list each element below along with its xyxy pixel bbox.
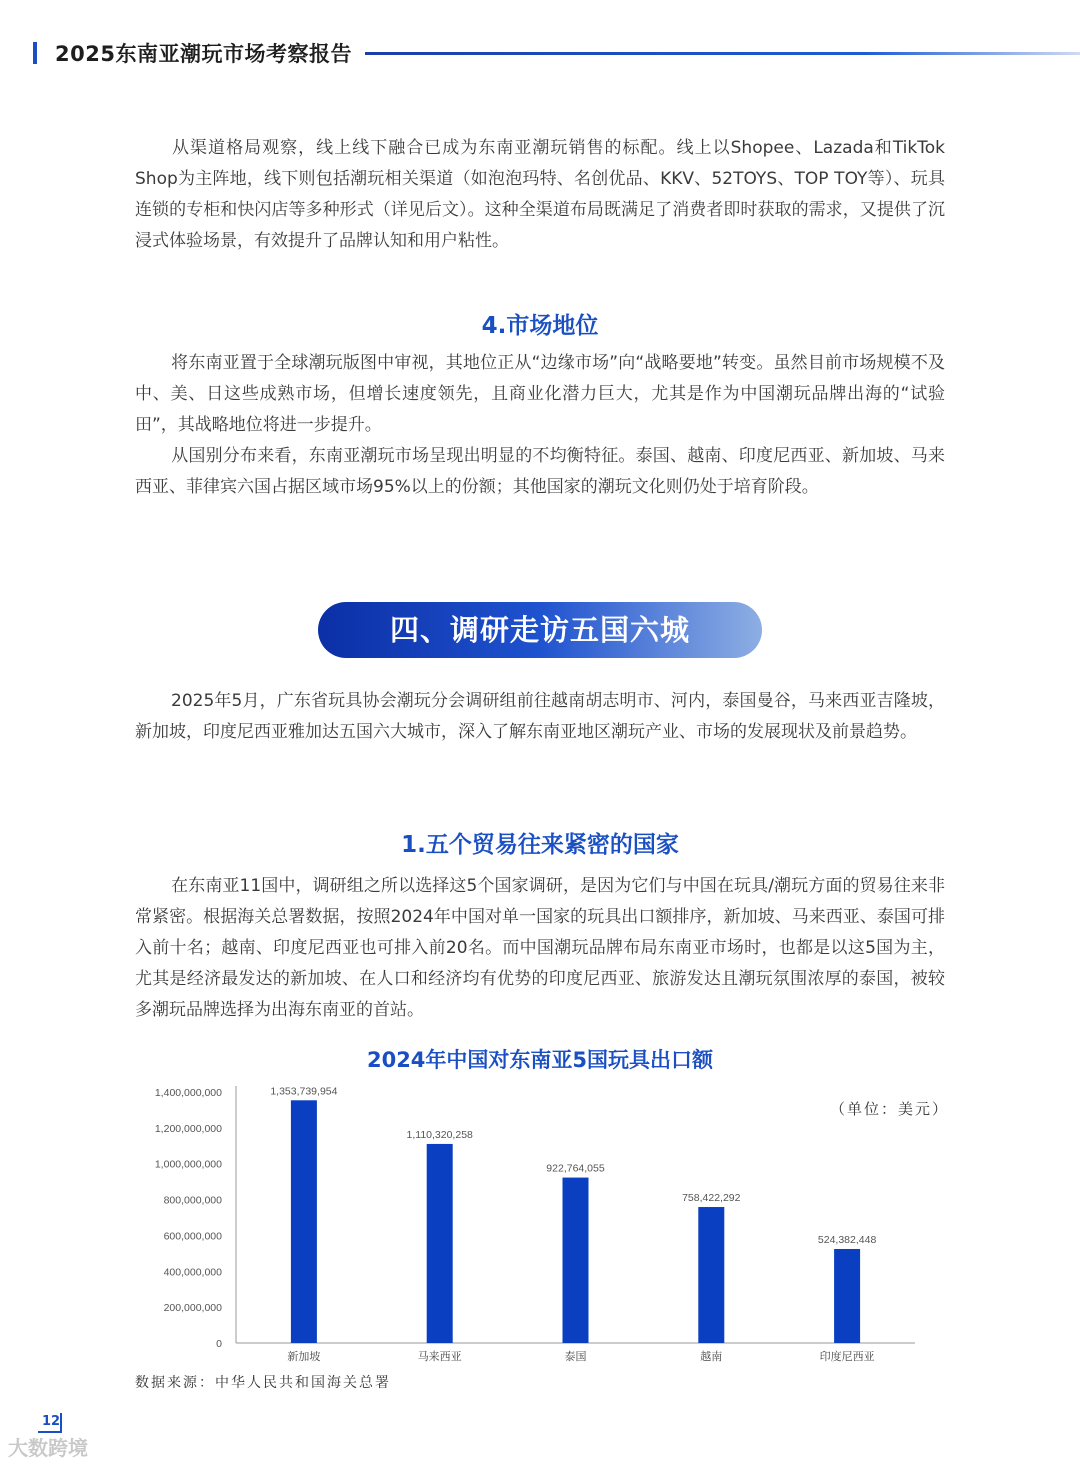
x-category-label: 新加坡: [287, 1350, 321, 1363]
chart-title: 2024年中国对东南亚5国玩具出口额: [366, 1048, 714, 1072]
market-position-paragraph-1: 将东南亚置于全球潮玩版图中审视，其地位正从“边缘市场”向“战略要地”转变。虽然目前市场规模不及中、美、日这些成熟市场，但增长速度领先，且商业化潜力巨大，尤其是作为中国潮玩品牌出海的“试验田”，其战略地位将进一步提升。: [135, 353, 945, 435]
x-category-label: 马来西亚: [417, 1350, 462, 1363]
y-tick-label: 1,400,000,000: [154, 1087, 222, 1099]
chapter-title-banner: 四、调研走访五国六城: [318, 602, 762, 658]
chapter-intro-paragraph: 2025年5月，广东省玩具协会潮玩分会调研组前往越南胡志明市、河内，泰国曼谷，马来西亚吉隆坡，新加坡，印度尼西亚雅加达五国六大城市，深入了解东南亚地区潮玩产业、市场的发展现状及前景趋势。: [135, 691, 945, 742]
bar-value-label: 922,764,055: [546, 1162, 605, 1175]
report-title: 2025东南亚潮玩市场考察报告: [55, 42, 352, 66]
section-heading-five-countries: 1.五个贸易往来紧密的国家: [401, 832, 679, 858]
y-tick-label: 600,000,000: [163, 1230, 222, 1243]
y-tick-label: 800,000,000: [163, 1194, 222, 1207]
y-tick-label: 1,200,000,000: [154, 1122, 222, 1135]
bar-3: [563, 1178, 589, 1343]
bar-2: [427, 1144, 453, 1343]
market-position-paragraph-2: 从国别分布来看，东南亚潮玩市场呈现出明显的不均衡特征。泰国、越南、印度尼西亚、新加坡、马来西亚、菲律宾六国占据区域市场95%以上的份额；其他国家的潮玩文化则仍处于培育阶段。: [135, 446, 945, 497]
intro-paragraph: 从渠道格局观察，线上线下融合已成为东南亚潮玩销售的标配。线上以Shopee、Lazada和TikTok Shop为主阵地，线下则包括潮玩相关渠道（如泡泡玛特、名创优品、KKV、52TOYS、TOP TOY等）、玩具连锁的专柜和快闪店等多种形式（详见后文）。这种全渠道布局既满足了消费者即时获取的需求，又提供了沉浸式体验场景，有效提升了品牌认知和用户粘性。: [135, 138, 945, 251]
bar-value-label: 1,110,320,258: [406, 1128, 473, 1141]
x-category-label: 印度尼西亚: [819, 1350, 875, 1363]
bar-value-label: 758,422,292: [682, 1192, 741, 1205]
header-divider: [365, 52, 1080, 55]
data-source: 数据来源：中华人民共和国海关总署: [135, 1375, 391, 1391]
bar-value-label: 1,353,739,954: [270, 1085, 338, 1098]
watermark-logo: 大数跨境: [8, 1436, 88, 1460]
bar-value-label: 524,382,448: [817, 1233, 877, 1246]
y-tick-label: 1,000,000,000: [154, 1158, 222, 1171]
y-tick-label: 200,000,000: [163, 1302, 222, 1315]
x-category-label: 泰国: [564, 1350, 587, 1363]
export-bar-chart: [0, 1080, 1080, 1370]
five-countries-paragraph: 在东南亚11国中，调研组之所以选择这5个国家调研，是因为它们与中国在玩具/潮玩方面的贸易往来非常紧密。根据海关总署数据，按照2024年中国对单一国家的玩具出口额排序，新加坡、马来西亚、泰国可排入前十名；越南、印度尼西亚也可排入前20名。而中国潮玩品牌布局东南亚市场时，也都是以这5国为主，尤其是经济最发达的新加坡、在人口和经济均有优势的印度尼西亚、旅游发达且潮玩氛围浓厚的泰国，被较多潮玩品牌选择为出海东南亚的首站。: [135, 876, 945, 1020]
x-category-label: 越南: [700, 1350, 723, 1363]
bar-5: [834, 1249, 860, 1343]
header-accent-bar: [33, 42, 37, 64]
bar-4: [698, 1207, 724, 1343]
bar-1: [291, 1100, 317, 1343]
y-tick-label: 400,000,000: [163, 1266, 222, 1279]
page-number: 12: [42, 1414, 61, 1429]
section-heading-market-position: 4.市场地位: [481, 313, 599, 339]
chart-unit-label: （单位：美元）: [830, 1100, 950, 1118]
y-tick-label: 0: [216, 1338, 222, 1350]
